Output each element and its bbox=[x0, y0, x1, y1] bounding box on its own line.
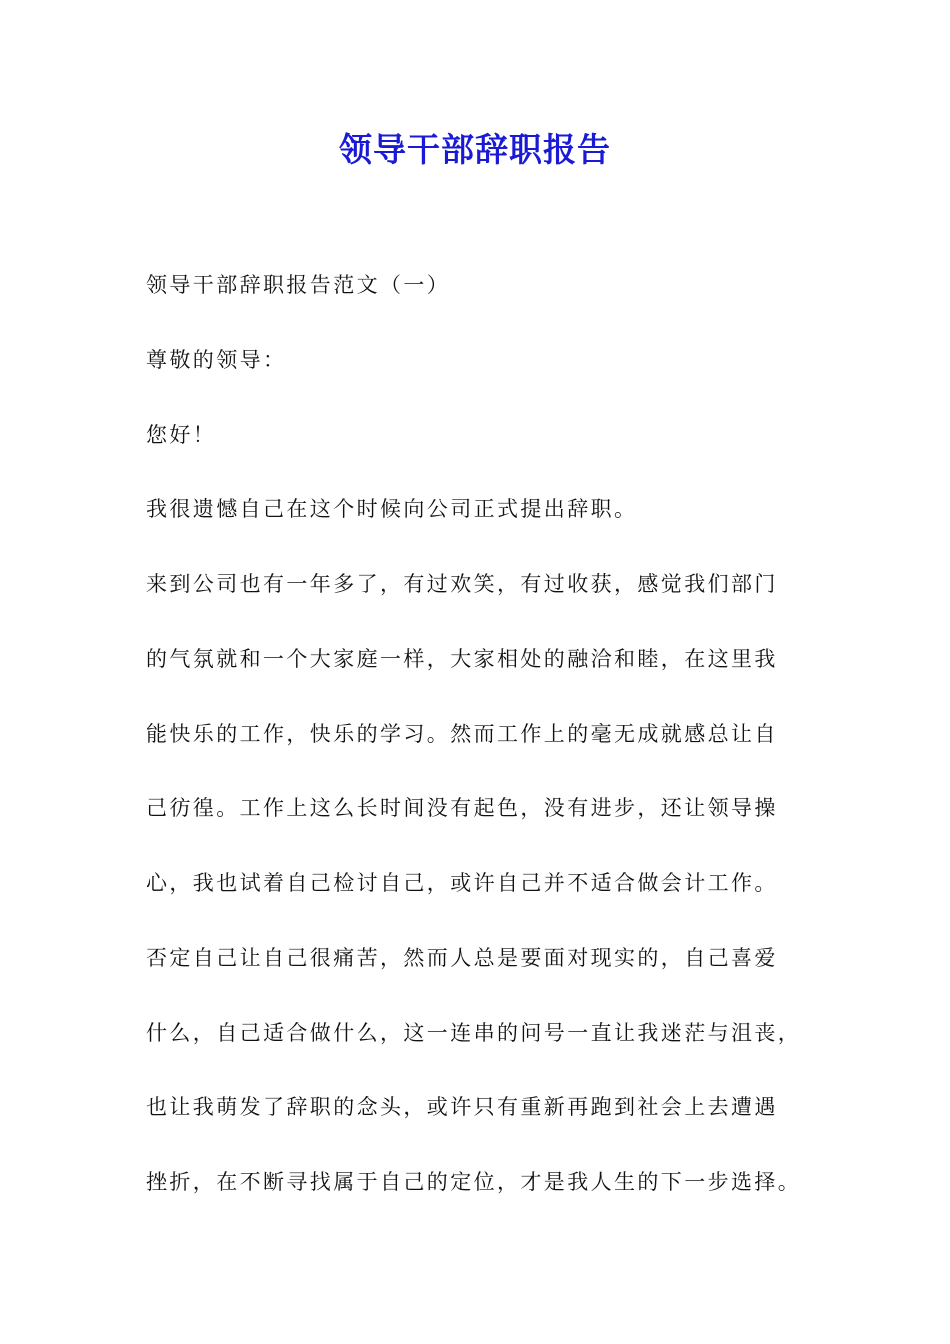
body-line: 我很遗憾自己在这个时候向公司正式提出辞职。 bbox=[146, 497, 638, 521]
body-line: 来到公司也有一年多了，有过欢笑，有过收获，感觉我们部门 bbox=[146, 572, 778, 596]
body-line: 也让我萌发了辞职的念头，或许只有重新再跑到社会上去遭遇 bbox=[146, 1095, 778, 1119]
body-line: 挫折，在不断寻找属于自己的定位，才是我人生的下一步选择。 bbox=[146, 1170, 802, 1194]
body-line: 能快乐的工作，快乐的学习。然而工作上的毫无成就感总让自 bbox=[146, 722, 778, 746]
body-line: 己彷徨。工作上这么长时间没有起色，没有进步，还让领导操 bbox=[146, 796, 778, 820]
greeting: 您好！ bbox=[146, 423, 217, 447]
body-line: 的气氛就和一个大家庭一样，大家相处的融洽和睦，在这里我 bbox=[146, 647, 778, 671]
salutation: 尊敬的领导： bbox=[146, 348, 287, 372]
body-line: 否定自己让自己很痛苦，然而人总是要面对现实的，自己喜爱 bbox=[146, 946, 778, 970]
body-line: 什么，自己适合做什么，这一连串的问号一直让我迷茫与沮丧， bbox=[146, 1021, 802, 1045]
document-title: 领导干部辞职报告 bbox=[339, 130, 611, 169]
body-line: 心，我也试着自己检讨自己，或许自己并不适合做会计工作。 bbox=[146, 871, 778, 895]
section-heading: 领导干部辞职报告范文（一） bbox=[146, 273, 451, 297]
